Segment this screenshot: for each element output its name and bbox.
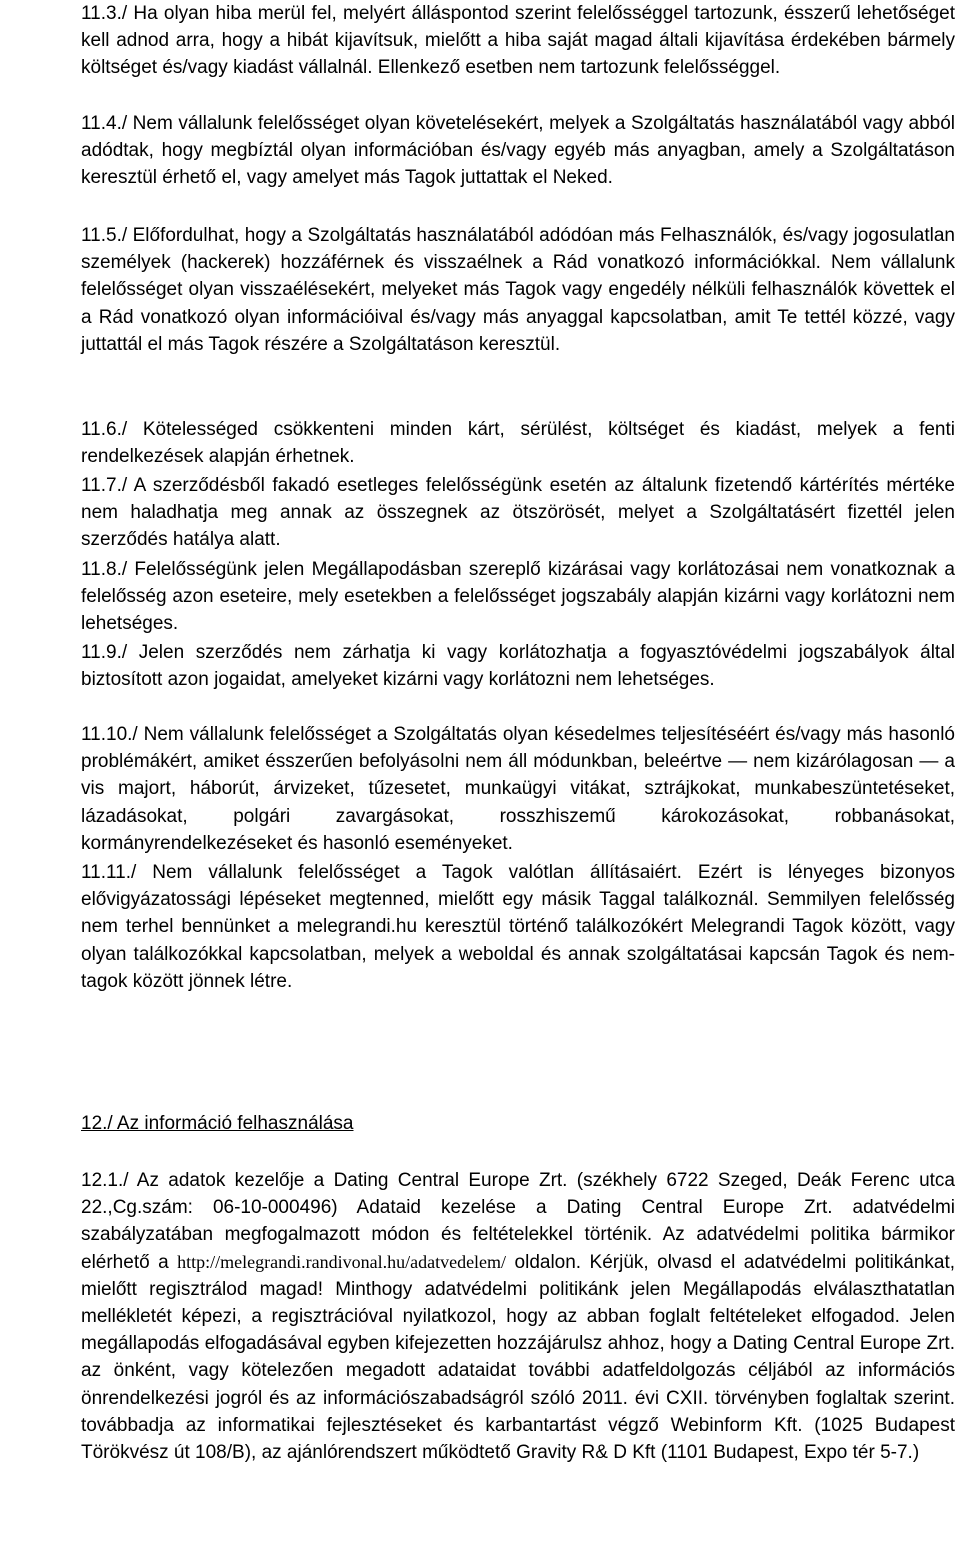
paragraph-11-11: 11.11./ Nem vállalunk felelősséget a Tagok valótlan állításaiért. Ezért is lényeges bizonyos elővigyázatossági lépéseket megtenned, mielőtt egy másik Taggal találkoznál. Semmilyen felelősség nem terhel bennünket a melegrandi.hu keresztül történő találkozókért Melegrandi Tagok között, vagy olyan találkozókkal kapcsolatban, melyek a weboldal és annak szolgáltatásai kapcsán Tagok és nem-tagok között jönnek létre. [81, 862, 955, 992]
paragraph-11-4: 11.4./ Nem vállalunk felelősséget olyan követelésekért, melyek a Szolgáltatás használatából vagy abból adódtak, hogy megbíztál olyan információban és/vagy egyéb más anyagban, amely a Szolgáltatáson keresztül érhető el, vagy amelyet más Tagok juttattak el Neked. [81, 113, 955, 189]
privacy-policy-url: http://melegrandi.randivonal.hu/adatvedelem/ [177, 1251, 507, 1272]
paragraph-11-3: 11.3./ Ha olyan hiba merül fel, melyért álláspontod szerint felelősséggel tartozunk, ésszerű lehetőséget kell adnod arra, hogy a hibát kijavítsuk, mielőtt a hiba saját magad általi kijavítása érdekében bármely költséget és/vagy kiadást vállalnál. Ellenkező esetben nem tartozunk felelősséggel. [81, 3, 955, 79]
paragraph-12-1-text-start: 12.1./ Az adatok kezelője a Dating Central Europe Zrt. (székhely 6722 Szeged, Deák Ferenc utca 22.,Cg.szám: 06-10-000496) Adataid kezelése a Dating Central Europe Zrt. adatvédelmi szabályzatában megfogalmazott módon és feltételekkel történik. Az adatvédelmi politika bármikor elérhető a [81, 1170, 955, 1273]
section-12-heading: 12./ Az információ felhasználása [81, 1113, 354, 1134]
paragraph-11-10: 11.10./ Nem vállalunk felelősséget a Szolgáltatás olyan késedelmes teljesítéséért és/vagy más hasonló problémákért, amiket ésszerűen befolyásolni nem áll módunkban, beleértve — nem kizárólagosan — a vis majort, háborút, árvizeket, tűzesetet, munkaügyi vitákat, sztrájkokat, munkabeszüntetéseket, lázadásokat, polgári zavargásokat, rosszhiszemű károkozásokat, robbanásokat, kormányrendelkezéseket és hasonló eseményeket. [81, 724, 955, 854]
paragraph-12-1 [81, 1167, 955, 1466]
paragraph-11-6: 11.6./ Kötelességed csökkenteni minden kárt, sérülést, költséget és kiadást, melyek a fenti rendelkezések alapján érhetnek. [81, 419, 955, 468]
paragraph-11-9: 11.9./ Jelen szerződés nem zárhatja ki vagy korlátozhatja a fogyasztóvédelmi jogszabályok által biztosított azon jogaidat, amelyeket kizárni vagy korlátozni nem lehetséges. [81, 642, 955, 691]
paragraph-11-5: 11.5./ Előfordulhat, hogy a Szolgáltatás használatából adódóan más Felhasználók, és/vagy jogosulatlan személyek (hackerek) hozzáférnek és visszaélnek a Rád vonatkozó információkkal. Nem vállalunk felelősséget olyan visszaélésekért, melyeket más Tagok vagy engedély nélküli felhasználók követtek el a Rád vonatkozó olyan információival és/vagy más anyaggal kapcsolatban, amit Te tettél közzé, vagy juttattál el más Tagok részére a Szolgáltatáson keresztül. [81, 225, 955, 355]
paragraph-12-1-text-end: oldalon. Kérjük, olvasd el adatvédelmi politikánkat, mielőtt regisztrálod magad! Minthogy adatvédelmi politikánk jelen Megállapodás elválaszthatatlan mellékletét képezi, a regisztrációval nyilatkozol, hogy az abban foglalt feltételeket elfogadod. Jelen megállapodás elfogadásával egyben kifejezetten hozzájárulsz ahhoz, hogy a Dating Central Europe Zrt. az önként, vagy kötelezően megadott adataidat további adatfeldolgozás céljából az információs önrendelkezési jogról és az információszabadságról szóló 2011. évi CXII. törvényben foglaltak szerint. továbbadja az informatikai fejlesztéseket és karbantartást végző Webinform Kft. (1025 Budapest Törökvész út 108/B), az ajánlórendszert működtető Gravity R& D Kft (1101 Budapest, Expo tér 5-7.) [81, 1251, 956, 1464]
paragraph-11-8: 11.8./ Felelősségünk jelen Megállapodásban szereplő kizárásai vagy korlátozásai nem vonatkoznak a felelősség azon eseteire, mely esetekben a felelősséget jogszabály alapján kizárni vagy korlátozni nem lehetséges. [81, 559, 955, 635]
paragraph-11-7: 11.7./ A szerződésből fakadó esetleges felelősségünk esetén az általunk fizetendő kártérítés mértéke nem haladhatja meg annak az összegnek az ötszörösét, melyet a Szolgáltatásért fizettél jelen szerződés hatálya alatt. [81, 475, 955, 551]
